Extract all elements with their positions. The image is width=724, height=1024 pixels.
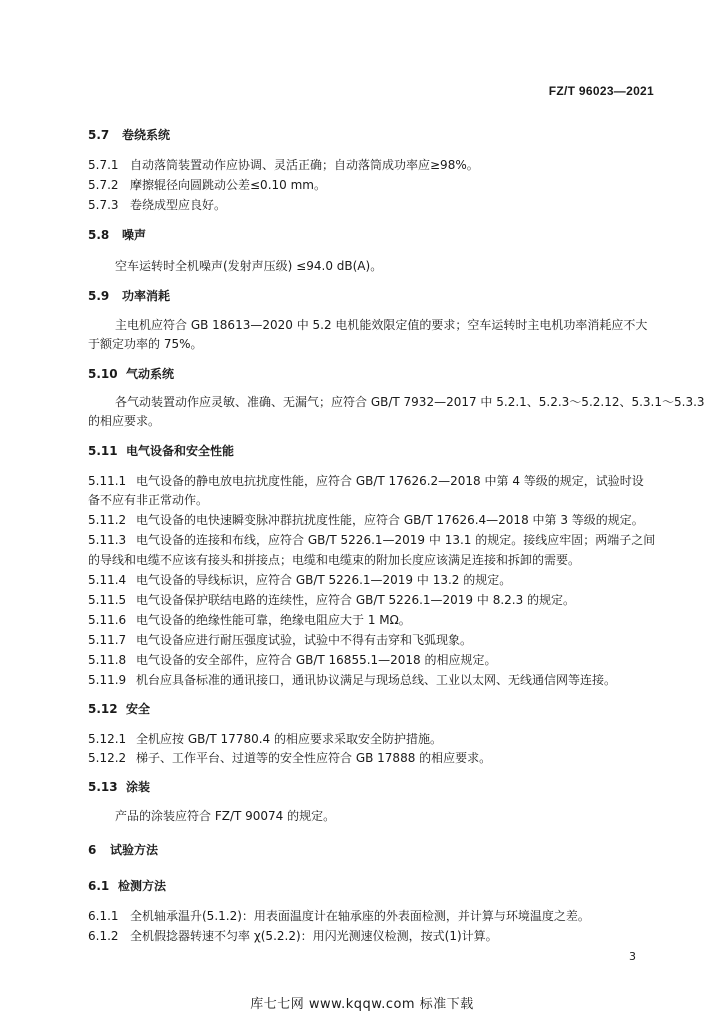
section-number: 5.12 <box>88 702 118 716</box>
chapter-heading <box>88 840 158 860</box>
clause-number: 6.1.2 <box>88 929 119 943</box>
section-number: 5.13 <box>88 780 118 794</box>
section-heading <box>88 699 150 719</box>
clause-number: 5.11.6 <box>88 613 127 627</box>
clause <box>88 748 491 768</box>
paragraph-line: 主电机应符合 GB 18613—2020 中 5.2 电机能效限定值的要求；空车运转时主电机功率消耗应不大 <box>115 318 648 332</box>
clause <box>88 195 226 215</box>
section-heading <box>88 876 166 896</box>
clause-text: 梯子、工作平台、过道等的安全性应符合 GB 17888 的相应要求。 <box>136 751 492 765</box>
section-heading <box>88 125 170 145</box>
clause-text: 全机轴承温升(5.1.2)：用表面温度计在轴承座的外表面检测，并计算与环境温度之差。 <box>130 909 590 923</box>
section-heading <box>88 441 234 461</box>
clause <box>88 471 644 491</box>
section-title: 涂装 <box>126 780 151 794</box>
clause-number: 5.11.9 <box>88 673 127 687</box>
clause-text: 卷绕成型应良好。 <box>130 198 227 212</box>
section-number: 5.9 <box>88 289 110 303</box>
section-number: 5.11 <box>88 444 118 458</box>
clause-number: 5.7.2 <box>88 178 119 192</box>
clause <box>88 630 472 650</box>
clause-text: 全机假捻器转速不匀率 χ(5.2.2)：用闪光测速仪检测，按式(1)计算。 <box>130 929 498 943</box>
clause-continuation: 的导线和电缆不应该有接头和拼接点；电缆和电缆束的附加长度应该满足连接和拆卸的需要。 <box>88 553 581 567</box>
clause-text: 电气设备的电快速瞬变脉冲群抗扰度性能，应符合 GB/T 17626.4—2018 中第 3 等级的规定。 <box>136 513 644 527</box>
section-heading <box>88 777 150 797</box>
clause-text: 电气设备保护联结电路的连续性，应符合 GB/T 5226.1—2019 中 8.2.3 的规定。 <box>136 593 576 607</box>
section-heading <box>88 286 170 306</box>
clause-number: 5.11.1 <box>88 474 127 488</box>
section-title: 电气设备和安全性能 <box>126 444 235 458</box>
section-title: 噪声 <box>122 228 147 242</box>
page-number: 3 <box>629 950 636 963</box>
clause <box>88 906 590 926</box>
section-heading <box>88 364 174 384</box>
clause-number: 5.11.5 <box>88 593 127 607</box>
clause-text: 摩擦辊径向圆跳动公差≤0.10 mm。 <box>130 178 326 192</box>
document-code: FZ/T 96023—2021 <box>548 84 654 98</box>
section-heading <box>88 225 146 245</box>
clause-text: 电气设备的静电放电抗扰度性能，应符合 GB/T 17626.2—2018 中第 4 等级的规定，试验时设 <box>136 474 644 488</box>
chapter-title: 试验方法 <box>110 843 159 857</box>
clause-text: 电气设备的连接和布线，应符合 GB/T 5226.1—2019 中 13.1 的规定。接线应牢固；两端子之间 <box>136 533 656 547</box>
section-number: 5.10 <box>88 367 118 381</box>
clause-number: 5.12.2 <box>88 751 127 765</box>
section-title: 卷绕系统 <box>122 128 171 142</box>
clause-text: 自动落筒装置动作应协调、灵活正确；自动落筒成功率应≥98%。 <box>130 158 479 172</box>
section-number: 5.8 <box>88 228 110 242</box>
clause <box>88 650 497 670</box>
clause-number: 5.11.7 <box>88 633 127 647</box>
clause <box>88 175 326 195</box>
clause <box>88 670 616 690</box>
clause-number: 5.11.4 <box>88 573 127 587</box>
paragraph-line: 的相应要求。 <box>88 414 161 428</box>
section-title: 功率消耗 <box>122 289 171 303</box>
clause <box>88 610 411 630</box>
clause-number: 6.1.1 <box>88 909 119 923</box>
clause-number: 5.11.2 <box>88 513 127 527</box>
clause-text: 电气设备的安全部件，应符合 GB/T 16855.1—2018 的相应规定。 <box>136 653 497 667</box>
section-title: 气动系统 <box>126 367 175 381</box>
chapter-number: 6 <box>88 843 97 857</box>
clause <box>88 926 498 946</box>
clause <box>88 510 644 530</box>
section-number: 5.7 <box>88 128 110 142</box>
clause-text: 电气设备的导线标识，应符合 GB/T 5226.1—2019 中 13.2 的规定。 <box>136 573 512 587</box>
watermark-footer: 库七七网 www.kqqw.com 标准下载 <box>250 997 474 1012</box>
clause <box>88 155 479 175</box>
paragraph: 空车运转时全机噪声(发射声压级) ≤94.0 dB(A)。 <box>115 259 383 273</box>
clause-text: 全机应按 GB/T 17780.4 的相应要求采取安全防护措施。 <box>136 732 442 746</box>
paragraph: 产品的涂装应符合 FZ/T 90074 的规定。 <box>115 809 336 823</box>
clause-number: 5.11.3 <box>88 533 127 547</box>
clause-number: 5.12.1 <box>88 732 127 746</box>
clause <box>88 729 442 749</box>
paragraph-line: 于额定功率的 75%。 <box>88 337 203 351</box>
section-title: 检测方法 <box>118 879 167 893</box>
section-title: 安全 <box>126 702 151 716</box>
clause-text: 电气设备应进行耐压强度试验，试验中不得有击穿和飞弧现象。 <box>136 633 473 647</box>
clause-number: 5.7.1 <box>88 158 119 172</box>
paragraph-line: 各气动装置动作应灵敏、准确、无漏气；应符合 GB/T 7932—2017 中 5.2.1、5.2.3～5.2.12、5.3.1～5.3.3 <box>115 395 705 409</box>
clause <box>88 530 655 550</box>
clause <box>88 590 575 610</box>
clause <box>88 570 511 590</box>
section-number: 6.1 <box>88 879 110 893</box>
clause-number: 5.11.8 <box>88 653 127 667</box>
clause-number: 5.7.3 <box>88 198 119 212</box>
clause-text: 电气设备的绝缘性能可靠，绝缘电阻应大于 1 MΩ。 <box>136 613 411 627</box>
clause-text: 机台应具备标准的通讯接口，通讯协议满足与现场总线、工业以太网、无线通信网等连接。 <box>136 673 617 687</box>
clause-continuation: 备不应有非正常动作。 <box>88 493 209 507</box>
